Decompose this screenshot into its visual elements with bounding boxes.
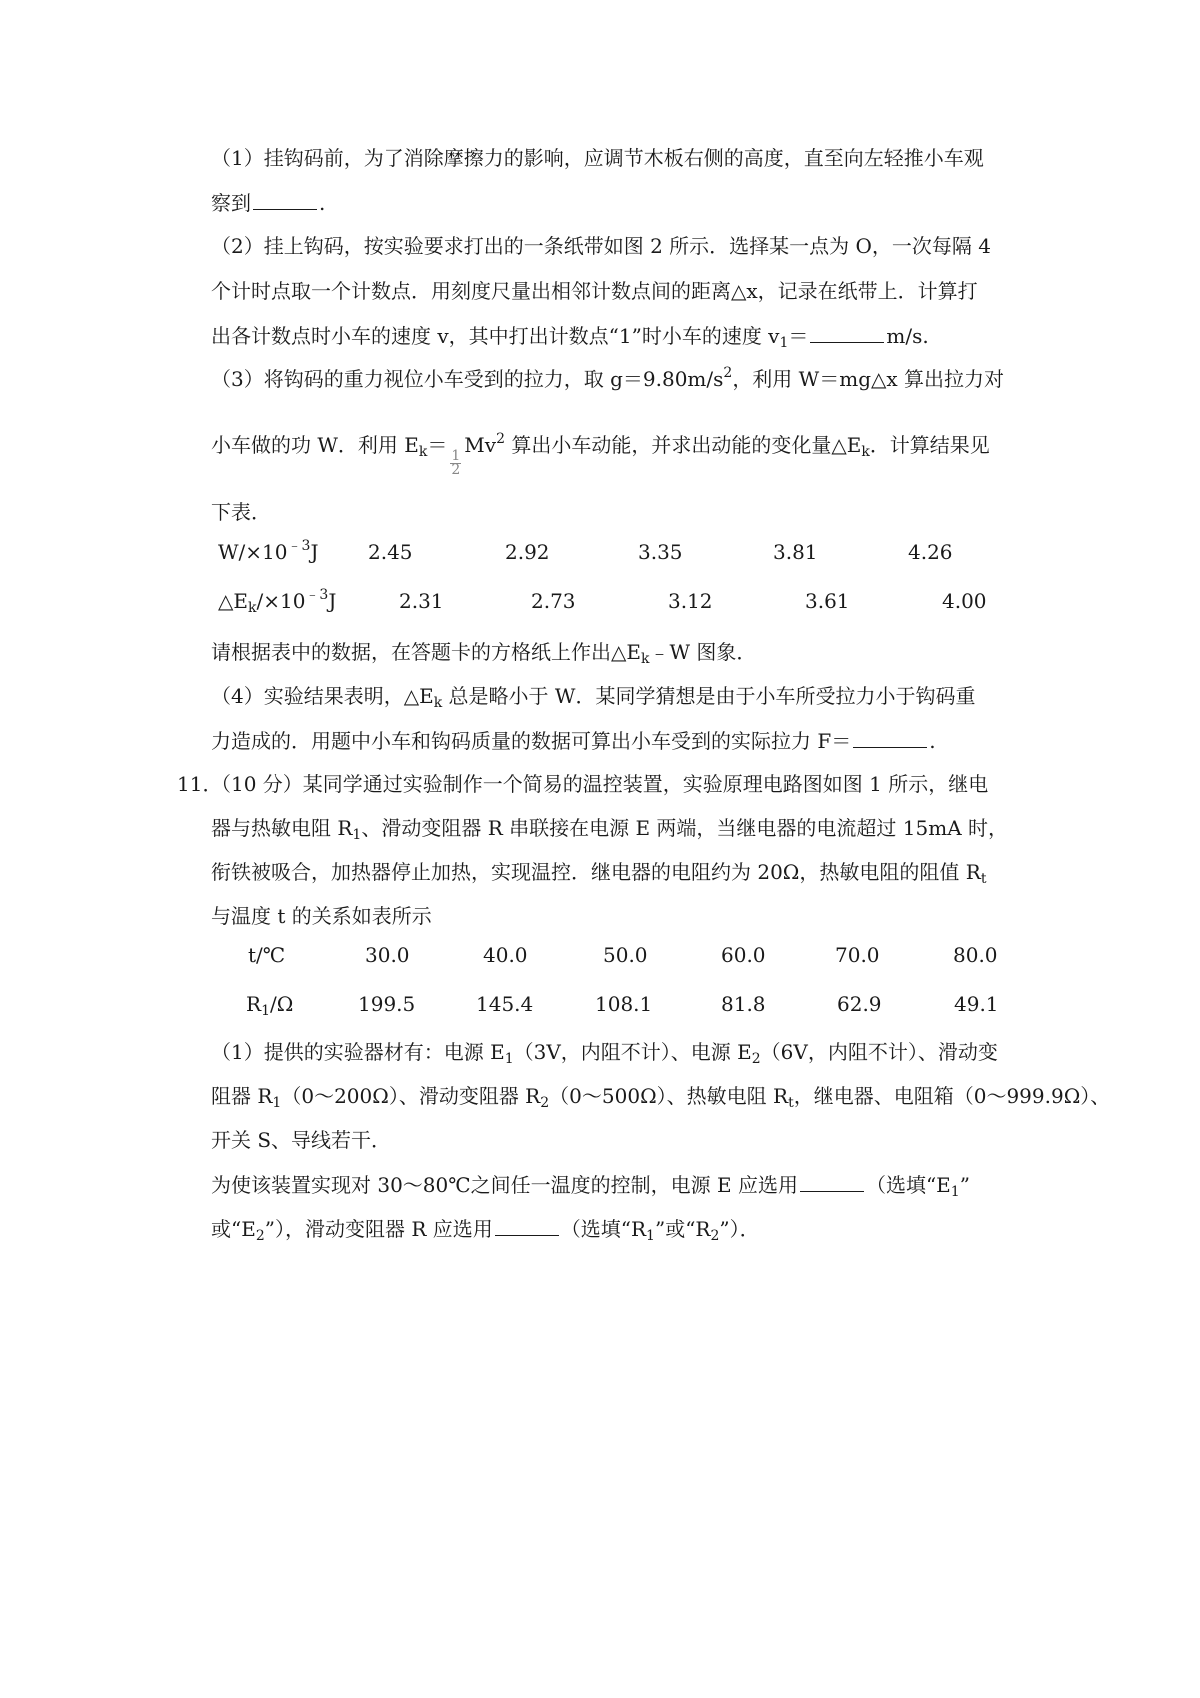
table1-cell: 2.92: [505, 540, 550, 564]
q11-select-line1: 为使该装置实现对 30～80℃之间任一温度的控制，电源 E 应选用 （选填“$E_1$”: [211, 1169, 1029, 1200]
q11-part1-line3: 开关 S、导线若干．: [211, 1128, 392, 1152]
table1-cell: 2.73: [531, 589, 576, 613]
fraction-half: $\frac{1}{2}$: [451, 448, 461, 478]
table1-cell: 3.81: [773, 540, 818, 564]
table1-cell: 3.35: [638, 540, 683, 564]
table1-cell: 4.00: [942, 589, 987, 613]
q11-part1-line1: （1）提供的实验器材有：电源 $E_1(3V$，内阻不计）、电源 $E_2(6V$，内阻不计）、滑动变: [211, 1040, 998, 1067]
table1-row-label: $W/\times 10^{﹣3}J$: [218, 538, 319, 564]
table2-cell: 70.0: [835, 943, 880, 967]
q11-part1-line2: 阻器 $R_1(0\sim 200\Omega)$、滑动变阻器 $R_2(0\sim 500\Omega)$、热敏电阻 $R_t$，继电器、电阻箱（0～999.9Ω）、: [211, 1084, 1111, 1111]
q11-line1: （10 分）某同学通过实验制作一个简易的温控装置，实验原理电路图如图 1 所示，继电: [211, 772, 989, 796]
table1-cell: 2.45: [368, 540, 413, 564]
q10-part1-line2: 察到 .: [211, 187, 1029, 218]
q10-part4-line1: （4）实验结果表明，$\triangle E_k$ 总是略小于 W．某同学猜想是由于小车所受拉力小于钩码重: [211, 684, 976, 711]
q10-part4-line2: 力造成的．用题中小车和钩码质量的数据可算出小车受到的实际拉力 F＝ .: [211, 725, 1029, 756]
q10-part3-line2: 小车做的功 W．利用 $E_k=$ $\frac{1}{2}$ Mv$^2$ 算出小车动能，并求出动能的变化量$\triangle E_k$．计算结果见: [211, 431, 990, 478]
q10-plot-instruction: 请根据表中的数据，在答题卡的方格纸上作出$\triangle E_k﹣W$ 图象．: [211, 640, 757, 667]
answer-blank: [495, 1213, 559, 1236]
table2-cell: 49.1: [954, 992, 999, 1016]
q10-part3-line3: 下表．: [211, 500, 271, 524]
table1-row-label: $\triangle E_k/\times 10^{﹣3}J$: [218, 587, 337, 616]
q11-line2: 器与热敏电阻 $R_1$、滑动变阻器 R 串联接在电源 E 两端，当继电器的电流超过 15mA 时，: [211, 816, 1009, 843]
q10-part2-line1: （2）挂上钩码，按实验要求打出的一条纸带如图 2 所示．选择某一点为 O，一次每隔 4: [211, 234, 991, 258]
q10-part1-line1: （1）挂钩码前，为了消除摩擦力的影响，应调节木板右侧的高度，直至向左轻推小车观: [211, 146, 984, 170]
q10-part2-line2: 个计时点取一个计数点．用刻度尺量出相邻计数点间的距离△x，记录在纸带上．计算打: [211, 279, 978, 303]
table2-row-r: [246, 989, 1026, 1019]
table1-row-ek: [218, 586, 1018, 616]
table2-cell: 199.5: [358, 992, 416, 1016]
answer-blank: [800, 1169, 864, 1192]
table2-row-label: $R_1/\Omega$: [246, 992, 294, 1019]
table1-cell: 2.31: [399, 589, 444, 613]
table1-row-w: [218, 537, 1018, 567]
q10-part2-line3: 出各计数点时小车的速度 v，其中打出计数点“1”时小车的速度 $v_1= m/s$.: [211, 320, 1029, 351]
table2-row-label: t/℃: [248, 943, 286, 967]
table2-cell: 62.9: [837, 992, 882, 1016]
table2-cell: 30.0: [365, 943, 410, 967]
q11-select-line2: 或“$E_2$”），滑动变阻器 R 应选用 （选填“$R_1$”或“$R_2$”）．: [211, 1213, 1029, 1244]
table2-cell: 40.0: [483, 943, 528, 967]
answer-blank: [810, 320, 884, 343]
q11-line3: 衔铁被吸合，加热器停止加热，实现温控．继电器的电阻约为 20Ω，热敏电阻的阻值 $R_t$: [211, 860, 987, 887]
table1-cell: 3.61: [805, 589, 850, 613]
table1-cell: 3.12: [668, 589, 713, 613]
q10-part3-line1: （3）将钩码的重力视位小车受到的拉力，取 $g=9.80m/s^2$，利用 W＝mg△x 算出拉力对: [211, 365, 1005, 391]
answer-blank: [253, 187, 317, 210]
table2-cell: 108.1: [595, 992, 653, 1016]
table2-cell: 50.0: [603, 943, 648, 967]
table2-row-t: [248, 940, 1028, 970]
table2-cell: 145.4: [476, 992, 534, 1016]
table1-cell: 4.26: [908, 540, 953, 564]
question-number: 11．: [177, 772, 223, 796]
answer-blank: [853, 725, 927, 748]
q11-line4: 与温度 t 的关系如表所示: [211, 904, 432, 928]
table2-cell: 80.0: [953, 943, 998, 967]
table2-cell: 60.0: [721, 943, 766, 967]
table2-cell: 81.8: [721, 992, 766, 1016]
